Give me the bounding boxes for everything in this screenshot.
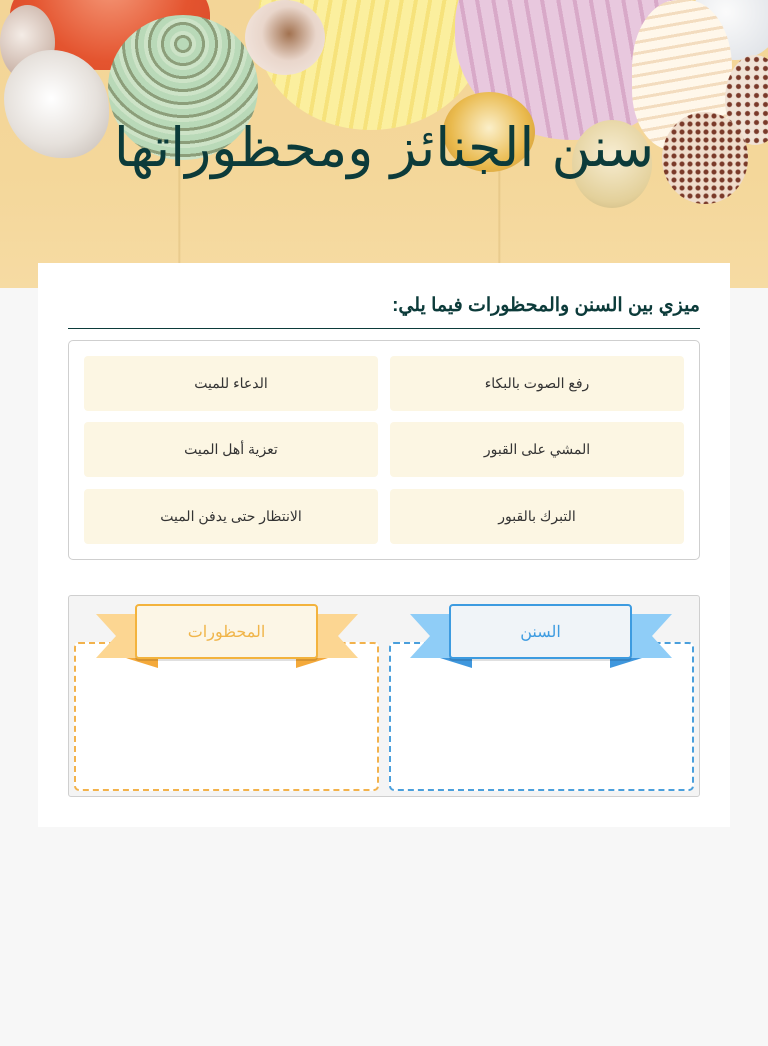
hero-banner xyxy=(0,0,768,288)
shell-image xyxy=(245,0,325,75)
draggable-item[interactable]: المشي على القبور xyxy=(390,422,684,477)
activity-prompt: ميزي بين السنن والمحظورات فيما يلي: xyxy=(68,291,700,329)
category-label-sunan: السنن xyxy=(449,604,632,659)
draggable-item[interactable]: الدعاء للميت xyxy=(84,356,378,411)
activity-card xyxy=(38,263,730,827)
category-ribbon-sunan xyxy=(410,604,672,668)
category-label-mahzurat: المحظورات xyxy=(135,604,318,659)
draggable-item[interactable]: تعزية أهل الميت xyxy=(84,422,378,477)
category-ribbon-mahzurat xyxy=(96,604,358,668)
drop-zones-container xyxy=(68,595,700,797)
draggable-item[interactable]: رفع الصوت بالبكاء xyxy=(390,356,684,411)
page-title: سنن الجنائز ومحظوراتها xyxy=(113,116,655,179)
draggable-item[interactable]: الانتظار حتى يدفن الميت xyxy=(84,489,378,544)
draggable-item[interactable]: التبرك بالقبور xyxy=(390,489,684,544)
items-pool xyxy=(68,340,700,560)
